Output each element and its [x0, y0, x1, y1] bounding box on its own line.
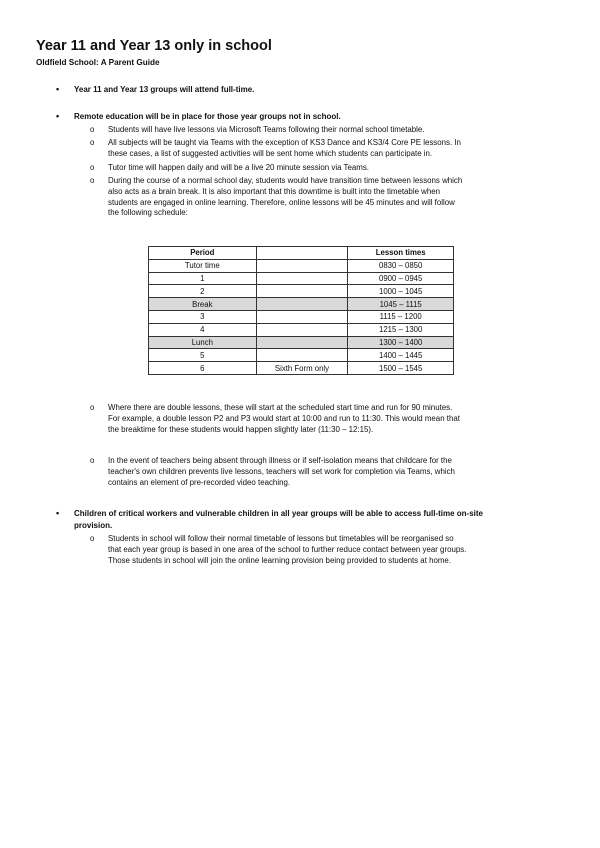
sub-item-text: In the event of teachers being absent through illness or if self-isolation means that childcare for the — [108, 456, 452, 465]
sub-bullet-icon: o — [90, 456, 95, 465]
bullet-icon: • — [56, 508, 60, 518]
time-cell: 0830 – 0850 — [348, 259, 454, 272]
sub-item-text: Where there are double lessons, these will start at the scheduled start time and run for 90 minutes. — [108, 403, 453, 412]
note-cell — [256, 310, 348, 323]
sub-item-text: Tutor time will happen daily and will be a live 20 minute session via Teams. — [108, 163, 369, 172]
sub-item-text: During the course of a normal school day, students would have transition time between lessons which — [108, 176, 463, 185]
note-cell — [256, 285, 348, 298]
period-cell: Lunch — [149, 336, 257, 349]
note-cell: Sixth Form only — [256, 362, 348, 375]
note-cell — [256, 336, 348, 349]
table-row — [149, 310, 454, 323]
bullet-continuation — [74, 520, 574, 531]
lesson-schedule-table — [148, 246, 454, 375]
period-cell: 5 — [149, 349, 257, 362]
sub-item-text: Students in school will follow their normal timetable of lessons but timetables will be reorganised so — [108, 534, 454, 543]
time-cell: 1215 – 1300 — [348, 323, 454, 336]
table-row — [149, 323, 454, 336]
period-cell: 6 — [149, 362, 257, 375]
bullet-text: Remote education will be in place for those year groups not in school. — [74, 112, 341, 121]
sub-item-text: For example, a double lesson P2 and P3 would start at 10:00 and run to 11:30. This would mean that — [108, 413, 460, 423]
table-row — [149, 272, 454, 285]
period-cell: 1 — [149, 272, 257, 285]
sub-item-text: the following schedule: — [108, 208, 188, 218]
column-header: Lesson times — [348, 247, 454, 260]
sub-item-text: Students will have live lessons via Microsoft Teams following their normal school timetable. — [108, 125, 425, 134]
sub-bullet-icon: o — [90, 138, 95, 147]
sub-item-text: All subjects will be taught via Teams with the exception of KS3 Dance and KS3/4 Core PE lessons. In — [108, 138, 461, 147]
time-cell: 1115 – 1200 — [348, 310, 454, 323]
bullet-text: Year 11 and Year 13 groups will attend full-time. — [74, 85, 255, 94]
bullet-icon: • — [56, 111, 60, 121]
sub-bullet-icon: o — [90, 163, 95, 172]
note-cell — [256, 349, 348, 362]
sub-item-text: that each year group is based in one area of the school to further reduce contact between year groups. — [108, 544, 467, 554]
page-subtitle: Oldfield School: A Parent Guide — [36, 58, 160, 67]
sub-item-text: Those students in school will join the online learning provision being provided to students at home. — [108, 555, 452, 565]
table-row — [149, 285, 454, 298]
table-row-lunch — [149, 336, 454, 349]
note-cell — [256, 272, 348, 285]
sub-item-text: teacher's own children prevents live lessons, teachers will set work for completion via Teams, which — [108, 466, 455, 476]
sub-item-text: students are engaged in online learning. Therefore, online lessons will be 45 minutes and will follow — [108, 197, 455, 207]
time-cell: 1500 – 1545 — [348, 362, 454, 375]
table-header-row — [149, 247, 454, 260]
page-title: Year 11 and Year 13 only in school — [36, 38, 272, 54]
period-cell: Tutor time — [149, 259, 257, 272]
bullet-text: Children of critical workers and vulnerable children in all year groups will be able to access full-time on-site — [74, 509, 483, 518]
period-cell: Break — [149, 298, 257, 311]
note-cell — [256, 323, 348, 336]
sub-item-text: the breaktime for these students would happen slightly later (11:30 – 12:15). — [108, 424, 374, 434]
column-header: Period — [149, 247, 257, 260]
table-row-break — [149, 298, 454, 311]
period-cell: 3 — [149, 310, 257, 323]
table-row — [149, 362, 454, 375]
column-header — [256, 247, 348, 260]
note-cell — [256, 298, 348, 311]
sub-item-text: contains an element of pre-recorded video teaching. — [108, 477, 291, 487]
bullet-text: provision. — [74, 521, 113, 530]
sub-bullet-icon: o — [90, 125, 95, 134]
time-cell: 1300 – 1400 — [348, 336, 454, 349]
sub-bullet-icon: o — [90, 534, 95, 543]
sub-item-text: these cases, a list of suggested activities will be sent home which students can participate in. — [108, 148, 433, 158]
period-cell: 4 — [149, 323, 257, 336]
note-cell — [256, 259, 348, 272]
time-cell: 1400 – 1445 — [348, 349, 454, 362]
sub-bullet-icon: o — [90, 176, 95, 185]
table-row — [149, 349, 454, 362]
table-row — [149, 259, 454, 272]
time-cell: 1000 – 1045 — [348, 285, 454, 298]
time-cell: 0900 – 0945 — [348, 272, 454, 285]
period-cell: 2 — [149, 285, 257, 298]
time-cell: 1045 – 1115 — [348, 298, 454, 311]
bullet-icon: • — [56, 84, 60, 94]
sub-item-text: also acts as a brain break. It is also important that this downtime is built into the timetable when — [108, 186, 441, 196]
sub-bullet-icon: o — [90, 403, 95, 412]
